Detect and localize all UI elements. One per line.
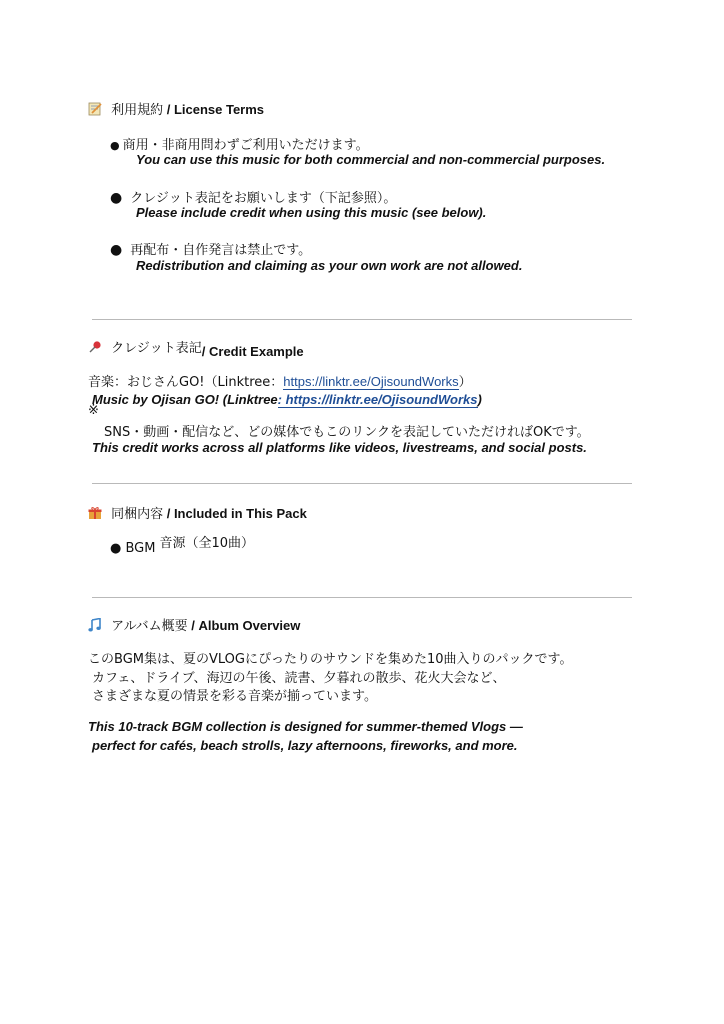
album-jp-line-2: カフェ、ドライブ、海辺の午後、読書、夕暮れの散歩、花火大会など、 — [92, 671, 506, 686]
bullet: ● — [110, 139, 120, 152]
divider — [92, 597, 632, 598]
license-item-1-en: You can use this music for both commercial and non-commercial purposes. — [136, 152, 606, 167]
memo-icon — [88, 101, 102, 120]
credit-heading-en: / Credit Example — [201, 344, 304, 359]
pack-item-text: 音源（全10曲） — [159, 536, 255, 551]
album-jp-line-3: さまざまな夏の情景を彩る音楽が揃っています。 — [92, 689, 377, 704]
license-item-1-jp: 商用・非商用問わずご利用いただけます。 — [122, 138, 369, 153]
credit-line-jp-suffix: ） — [458, 375, 472, 390]
music-note-icon — [88, 617, 102, 636]
divider — [92, 483, 632, 484]
license-item-3-en: Redistribution and claiming as your own work are not allowed. — [136, 258, 523, 273]
gift-icon — [88, 505, 102, 524]
album-heading-jp: アルバム概要 — [111, 619, 188, 634]
note-mark: ※ — [88, 403, 99, 418]
license-item-1 — [110, 134, 369, 153]
credit-line-jp-prefix: 音楽：おじさんGO!（Linktree： — [88, 375, 284, 390]
pack-heading-en: / Included in This Pack — [163, 506, 307, 521]
license-item-3-jp: 再配布・自作発言は禁止です。 — [130, 243, 312, 258]
license-heading — [88, 99, 264, 120]
credit-line-en — [92, 389, 482, 408]
pushpin-icon — [88, 339, 102, 358]
album-en-line-1: This 10-track BGM collection is designed for summer-themed Vlogs — — [88, 719, 523, 734]
pack-heading — [88, 503, 307, 524]
license-heading-en: / License Terms — [163, 102, 265, 117]
bullet: ● — [110, 242, 123, 258]
linktree-link[interactable]: https://linktr.ee/OjisoundWorks — [283, 374, 459, 389]
bullet: ● — [110, 190, 123, 206]
divider — [92, 319, 632, 320]
album-jp-line-1: このBGM集は、夏のVLOGにぴったりのサウンドを集めた10曲入りのパックです。 — [88, 652, 573, 667]
linktree-link-en[interactable]: : https://linktr.ee/OjisoundWorks — [277, 392, 478, 407]
pack-item-bullet: ● BGM — [110, 541, 156, 556]
license-item-2-en: Please include credit when using this music (see below). — [136, 205, 487, 220]
credit-heading-jp: クレジット表記 — [111, 341, 202, 356]
album-heading-en: / Album Overview — [187, 618, 301, 633]
pack-heading-jp: 同梱内容 — [111, 507, 164, 522]
pack-item — [110, 532, 255, 556]
license-item-2-jp: クレジット表記をお願いします（下記参照）。 — [130, 191, 397, 206]
credit-heading — [88, 337, 304, 358]
credit-line-en-suffix: ) — [477, 392, 482, 407]
credit-note-jp: SNS・動画・配信など、どの媒体でもこのリンクを表記していただければOKです。 — [104, 425, 590, 440]
album-en-line-2: perfect for cafés, beach strolls, lazy afternoons, fireworks, and more. — [92, 738, 518, 753]
license-item-3 — [110, 239, 311, 258]
credit-line-jp — [88, 371, 472, 390]
credit-line-en-prefix: Music by Ojisan GO! (Linktree — [92, 392, 278, 407]
license-heading-jp: 利用規約 — [111, 103, 164, 118]
credit-note-en: This credit works across all platforms like videos, livestreams, and social posts. — [92, 440, 587, 455]
album-heading — [88, 615, 300, 636]
license-item-2 — [110, 187, 396, 206]
